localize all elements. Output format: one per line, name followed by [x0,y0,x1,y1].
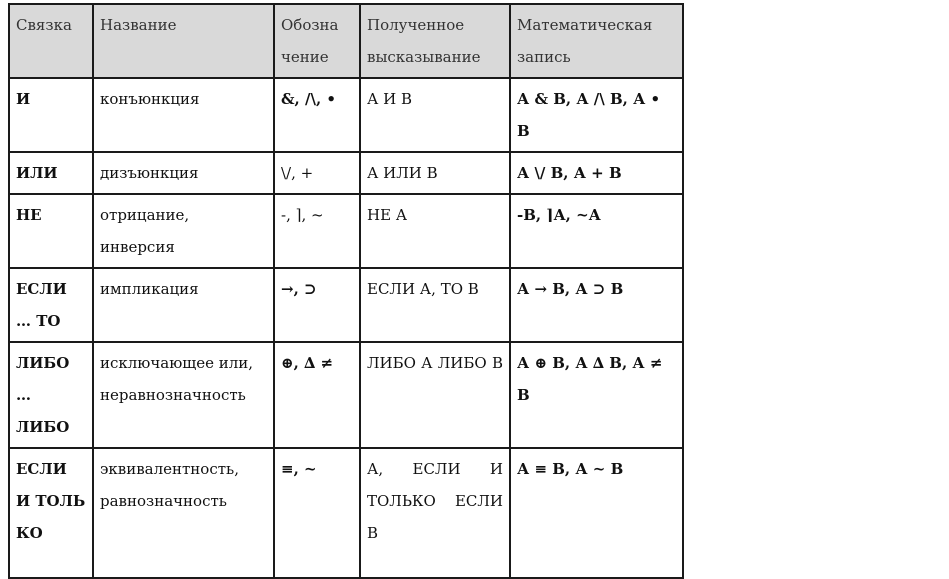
cell-connective: НЕ [9,194,93,268]
cell-notation: →, ⊃ [274,268,360,342]
cell-name: импликация [93,268,274,342]
header-statement: Полученное высказывание [360,4,510,78]
cell-statement: ЕСЛИ А, ТО В [360,268,510,342]
header-name: Название [93,4,274,78]
cell-statement: ЛИБО А ЛИБО В [360,342,510,448]
cell-notation: ⊕, ∆ ≠ [274,342,360,448]
cell-connective: И [9,78,93,152]
cell-math: А \/ В, А + В [510,152,683,194]
cell-math: А ⊕ В, А ∆ В, А ≠ В [510,342,683,448]
cell-statement: А И В [360,78,510,152]
table-row-xor [9,342,683,448]
cell-notation: ≡, ~ [274,448,360,578]
cell-notation: \/, + [274,152,360,194]
cell-connective: ЛИБО … ЛИБО [9,342,93,448]
cell-name: конъюнкция [93,78,274,152]
cell-name: исключающее или, неравнозначность [93,342,274,448]
table-row-not [9,194,683,268]
cell-statement: А ИЛИ В [360,152,510,194]
cell-math: А → В, А ⊃ В [510,268,683,342]
logic-operations-table [8,3,684,579]
table-row-equivalence [9,448,683,578]
cell-connective: ИЛИ [9,152,93,194]
table-header-row [9,4,683,78]
cell-name: эквивалентность, равнозначность [93,448,274,578]
cell-name: отрицание, инверсия [93,194,274,268]
cell-math: А & В, А /\ В, А • В [510,78,683,152]
cell-connective: ЕСЛИ … ТО [9,268,93,342]
header-connective: Связка [9,4,93,78]
cell-name: дизъюнкция [93,152,274,194]
header-notation: Обозна чение [274,4,360,78]
cell-notation: -, ⌉, ~ [274,194,360,268]
header-math: Математическая запись [510,4,683,78]
table-row-and [9,78,683,152]
cell-math: А ≡ В, А ~ В [510,448,683,578]
cell-statement: А, ЕСЛИ И ТОЛЬКО ЕСЛИ В [360,448,510,578]
cell-math: -В, ⌉А, ~А [510,194,683,268]
cell-statement: НЕ А [360,194,510,268]
cell-notation: &, /\, • [274,78,360,152]
cell-connective: ЕСЛИ И ТОЛЬ КО [9,448,93,578]
table-row-or [9,152,683,194]
table-row-implication [9,268,683,342]
